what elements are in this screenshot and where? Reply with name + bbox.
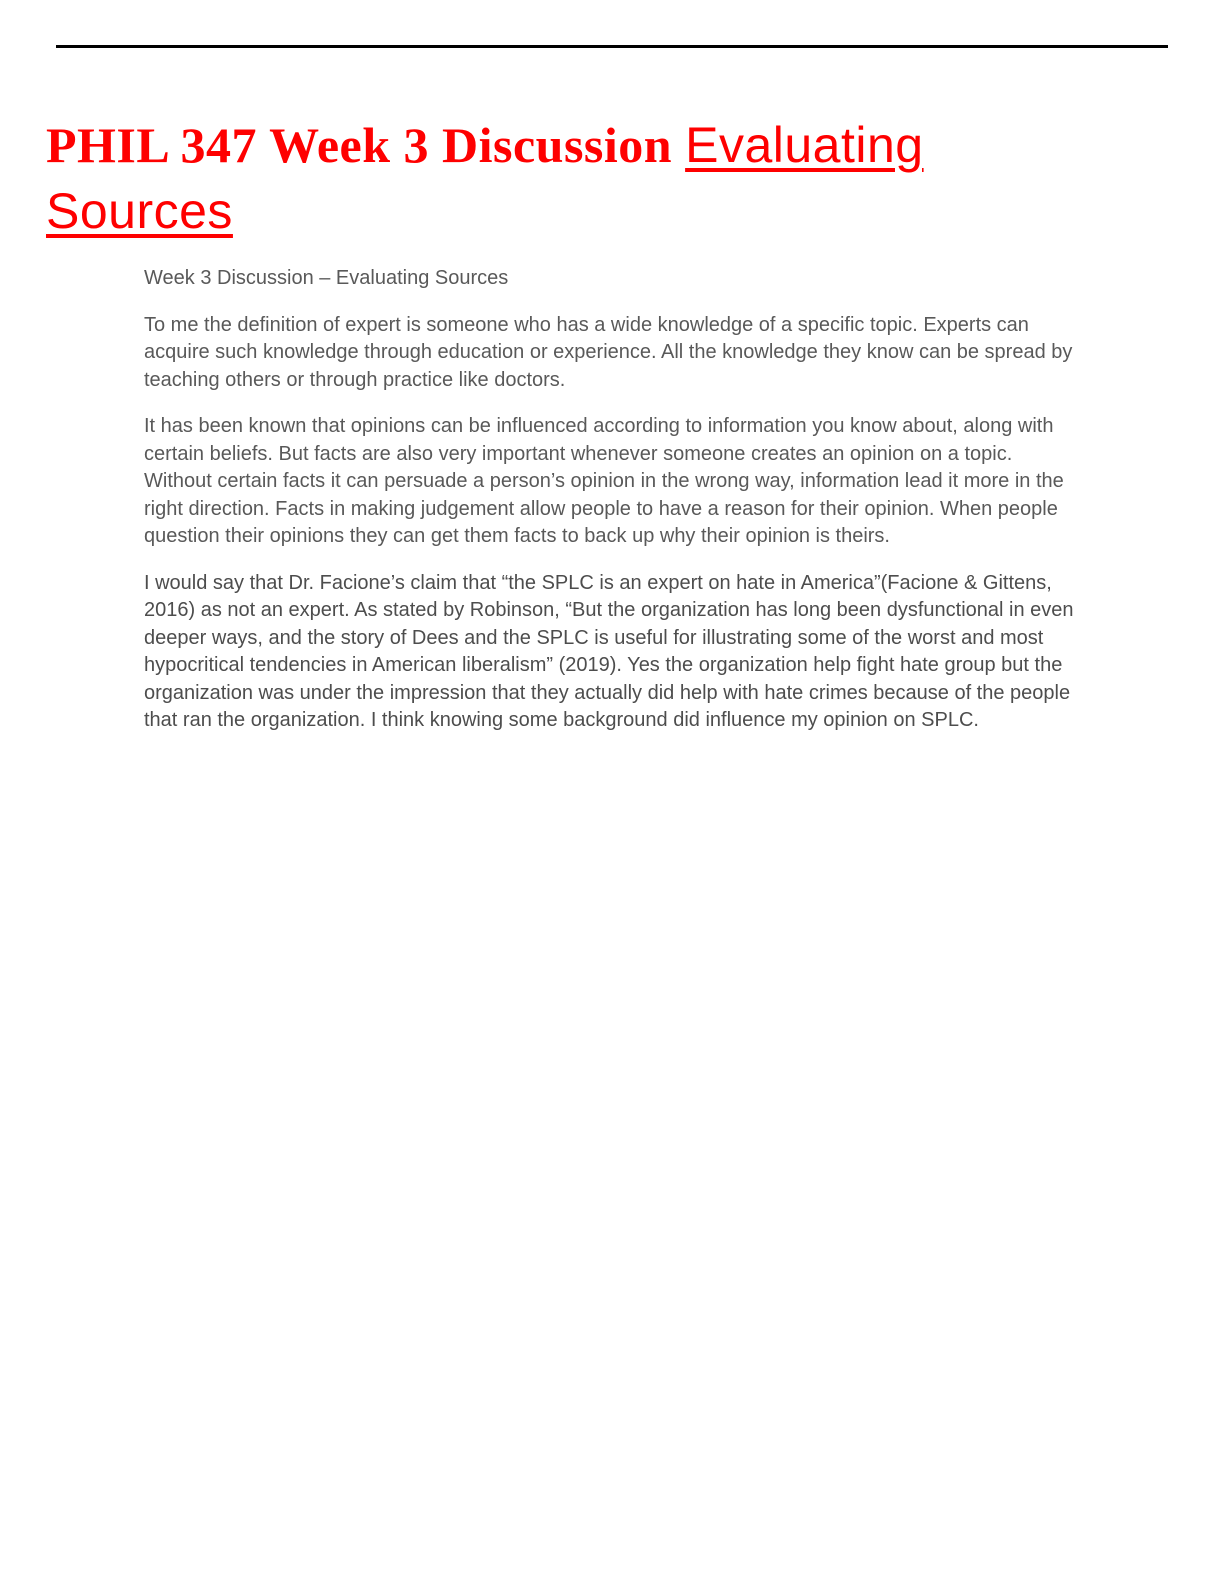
page-title (46, 112, 1006, 244)
paragraph-definition-of-expert: To me the definition of expert is someone who has a wide knowledge of a specific topic. Experts can acquire such knowledge through education or experience. All the knowledge they know can be spread by teaching others or through practice like doctors. (144, 313, 1073, 391)
document-body (144, 265, 1074, 754)
page-title-underlined-text: Evaluating Sources (46, 116, 924, 239)
page-title-plain-text: PHIL 347 Week 3 Discussion (46, 116, 686, 173)
discussion-heading: Week 3 Discussion – Evaluating Sources (144, 267, 509, 289)
paragraph-opinions-and-facts: It has been known that opinions can be influenced according to information you know about, along with certain beliefs. But facts are also very important whenever someone creates an opinion on a topic. Without certain facts it can persuade a person’s opinion in the wrong way, information lead it more in the right direction. Facts in making judgement allow people to have a reason for their opinion. When people question their opinions they can get them facts to back up why their opinion is theirs. (144, 415, 1064, 547)
top-horizontal-rule (56, 45, 1168, 48)
paragraph-splc-claim: I would say that Dr. Facione’s claim that “the SPLC is an expert on hate in America”(Facione & Gittens, 2016) as not an expert. As stated by Robinson, “But the organization has long been dysfunctional in even deeper ways, and the story of Dees and the SPLC is useful for illustrating some of the worst and most hypocritical tendencies in American liberalism” (2019). Yes the organization help fight hate group but the organization was under the impression that they actually did help with hate crimes because of the people that ran the organization. I think knowing some background did influence my opinion on SPLC. (144, 571, 1074, 731)
